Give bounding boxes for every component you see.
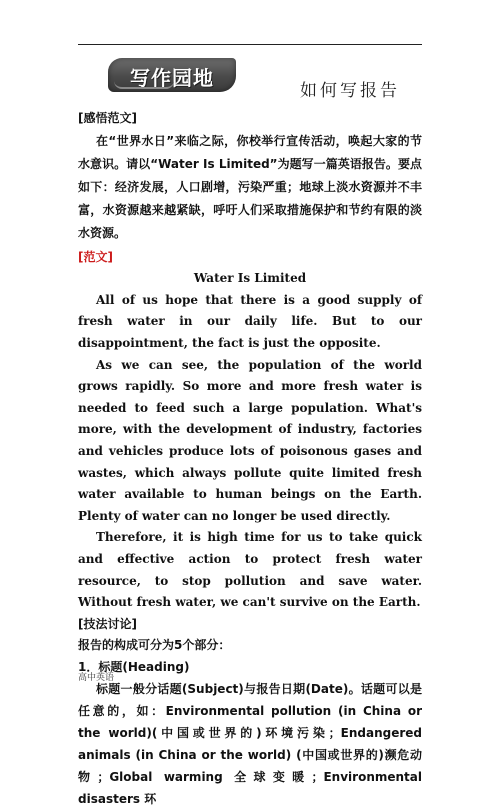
essay-paragraph-1: All of us hope that there is a good supply of fresh water in our daily life. But to our disappointment, the fact is just the opposite. <box>78 292 422 350</box>
banner-decoration <box>114 81 174 89</box>
item1-heading: 1．标题(Heading) <box>78 659 190 674</box>
structure-intro: 报告的构成可分为5个部分： <box>78 638 231 653</box>
essay-paragraph-2: As we can see, the population of the world grows rapidly. So more and more fresh water is needed to feed such a large population. What's more, with the development of industry, factories and vehicles produce lots of poisonous gases and wastes, which always pollute quite limited fresh water available to human beings on the Earth. Plenty of water can no longer be used directly. <box>78 357 422 523</box>
essay-paragraph-3: Therefore, it is high time for us to take quick and effective action to protect fresh water resource, to stop pollution and save water. Without fresh water, we can't survive on the Earth. <box>78 530 422 610</box>
footer-label: 高中英语 <box>78 673 115 683</box>
page-content <box>78 108 422 810</box>
technique-label: [技法讨论] <box>78 616 137 631</box>
insight-label: [感悟范文] <box>78 111 137 125</box>
section-title: 如何写报告 <box>300 81 400 101</box>
essay-title: Water Is Limited <box>193 271 307 286</box>
task-prompt: 在“世界水日”来临之际，你校举行宣传活动，唤起大家的节水意识。请以“Water Is Limited”为题写一篇英语报告。要点如下：经济发展，人口剧增，污染严重；地球上淡水资源并不丰富，水资源越来越紧缺，呼吁人们采取措施保护和节约有限的淡水资源。 <box>78 133 422 240</box>
top-rule <box>78 44 422 45</box>
sample-label: [范文] <box>78 249 113 264</box>
section-banner <box>108 58 236 92</box>
banner-label: 写作园地 <box>130 66 214 90</box>
item1-text: 标题一般分话题(Subject)与报告日期(Date)。话题可以是任意的，如：Environmental pollution (in China or the world)(中国或世界的)环境污染；Endangered animals (in China or the world) (中国或世界的)濒危动物；Global warming 全球变暖；Environmental disasters 环 <box>78 682 422 807</box>
